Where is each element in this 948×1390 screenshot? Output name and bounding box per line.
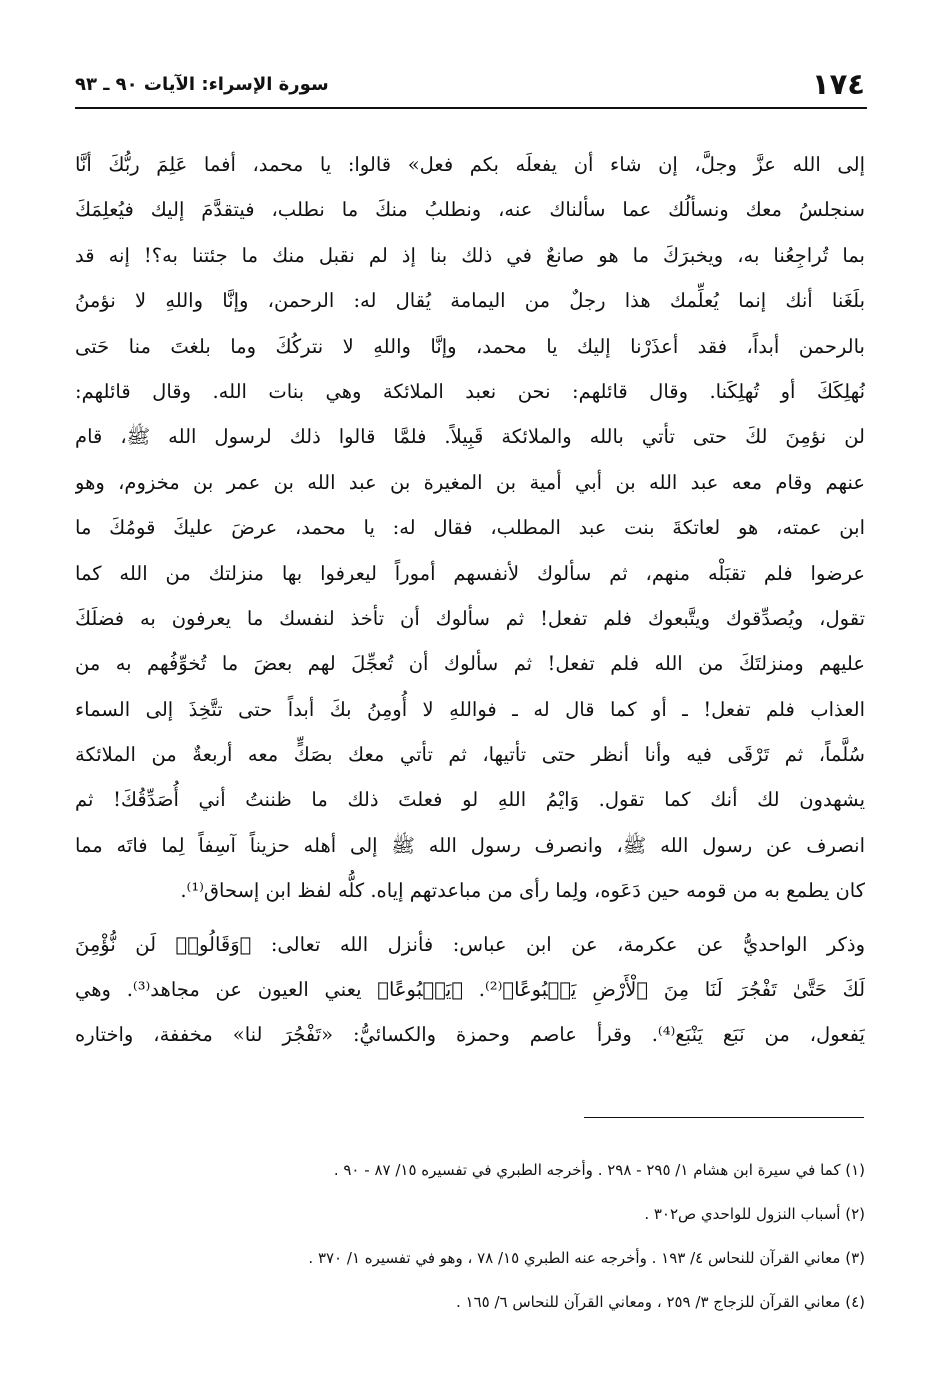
footnote-3: (٣) معاني القرآن للنحاس ٤/ ١٩٣ . وأخرجه عنه الطبري ١٥/ ٧٨ ، وهو في تفسيره ١/ ٣٧٠ . xyxy=(308,1249,865,1267)
text-line: يَفعول، من نَبَع يَنْبَع⁽⁴⁾. وقرأ عاصم وحمزة والكسائيُّ: «تَفْجُرَ لنا» مخففة، واختاره xyxy=(75,1023,865,1047)
text-line: لَكَ حَتَّىٰ تَفْجُرَ لَنَا مِنَ ٱلْأَرْضِ يَنۢبُوعًا﴾⁽²⁾. ﴿يَنۢبُوعًا﴾ يعني العيون عن مجاهد⁽³⁾. وهي xyxy=(75,978,865,1002)
running-title: سورة الإسراء: الآيات ٩٠ ـ ٩٣ xyxy=(75,73,329,95)
footnote-4: (٤) معاني القرآن للزجاج ٣/ ٢٥٩ ، ومعاني القرآن للنحاس ٦/ ١٦٥ . xyxy=(455,1293,865,1311)
page-header xyxy=(75,64,865,104)
text-line: نُهلِكَكَ أو تُهلِكَنا. وقال قائلهم: نحن نعبد الملائكة وهي بنات الله. وقال قائلهم: xyxy=(75,379,865,403)
main-text xyxy=(75,142,865,1058)
footnote-1: (١) كما في سيرة ابن هشام ١/ ٢٩٥ - ٢٩٨ . وأخرجه الطبري في تفسيره ١٥/ ٨٧ - ٩٠ . xyxy=(333,1161,865,1179)
text-line: عرضوا فلم تقبَلْه منهم، ثم سألوك لأنفسهم أموراً ليعرفوا بها منزلتك من الله كما xyxy=(75,561,865,585)
text-line: عليهم ومنزلتَكَ من الله فلم تفعل! ثم سألوك أن تُعجِّلَ لهم بعضَ ما تُخوِّفُهم به من xyxy=(75,652,865,676)
text-line: تقول، ويُصدِّقوك ويتَّبعوك فلم تفعل! ثم سألوك أن تأخذ لنفسك ما يعرفون به فضلَكَ xyxy=(75,606,865,630)
text-line: وذكر الواحديُّ عن عكرمة، عن ابن عباس: فأنزل الله تعالى: ﴿وَقَالُوا۟ لَن نُّؤْمِنَ xyxy=(75,932,865,956)
text-line: بالرحمن أبداً، فقد أعذَرْنا إليك يا محمد، وإنَّا واللهِ لا نتركُكَ وما بلغتَ منا حَتى xyxy=(75,334,865,358)
text-line: إلى الله عزَّ وجلَّ، إن شاء أن يفعلَه بكم فعل» قالوا: يا محمد، أفما عَلِمَ ربُّكَ أنَّا xyxy=(75,153,865,176)
paragraph-gap xyxy=(75,914,865,922)
text-line: بلَغَنا أنك إنما يُعلِّمك هذا رجلٌ من اليمامة يُقال له: الرحمن، وإنَّا واللهِ لا نؤمنُ xyxy=(75,289,865,313)
text-line: لن نؤمِنَ لكَ حتى تأتي بالله والملائكة قَبِيلاً. فلمَّا قالوا ذلك لرسول الله ﷺ، قام xyxy=(75,425,865,449)
text-line: عنهم وقام معه عبد الله بن أبي أمية بن المغيرة بن عبد الله بن عمر بن مخزوم، وهو xyxy=(75,470,865,494)
text-line: بما تُراجِعُنا به، ويخبرَكَ ما هو صانعٌ في ذلك بنا إذ لم نقبل منك ما جئتنا به؟! إنه قد xyxy=(75,243,865,267)
footnote-rule xyxy=(584,1117,864,1118)
page-number: ١٧٤ xyxy=(811,67,865,101)
text-line: ابن عمته، هو لعاتكةَ بنت عبد المطلب، فقال له: يا محمد، عرضَ عليكَ قومُكَ ما xyxy=(75,516,865,540)
text-line: العذاب فلم تفعل! ـ أو كما قال له ـ فواللهِ لا أُومِنُ بكَ أبداً حتى تتَّخِذَ إلى السماء xyxy=(75,697,865,721)
text-line: كان يطمع به من قومه حين دَعَوه، ولِما رأى من مباعدتهم إياه. كلُّه لفظ ابن إسحاق⁽¹⁾. xyxy=(180,879,865,903)
text-line: يشهدون لك أنك كما تقول. وَايْمُ اللهِ لو فعلتَ ذلك ما ظننتُ أني أُصَدِّقُكَ! ثم xyxy=(75,788,865,812)
footnotes xyxy=(75,1148,865,1324)
text-line: سنجلسُ معك ونسألُك عما سألناك عنه، ونطلبُ منكَ ما نطلب، فيتقدَّمَ إليك فيُعلِمَكَ xyxy=(75,198,865,222)
text-line: انصرف عن رسول الله ﷺ، وانصرف رسول الله ﷺ إلى أهله حزيناً آسِفاً لِما فاتَه مما xyxy=(75,833,865,857)
text-line: سُلَّماً، ثم تَرْقَى فيه وأنا أنظر حتى تأتيها، ثم تأتي معك بصَكٍّ معه أربعةٌ من الملائكة xyxy=(75,743,865,767)
footnote-2: (٢) أسباب النزول للواحدي ص٣٠٢ . xyxy=(644,1205,865,1223)
header-rule xyxy=(75,107,867,109)
